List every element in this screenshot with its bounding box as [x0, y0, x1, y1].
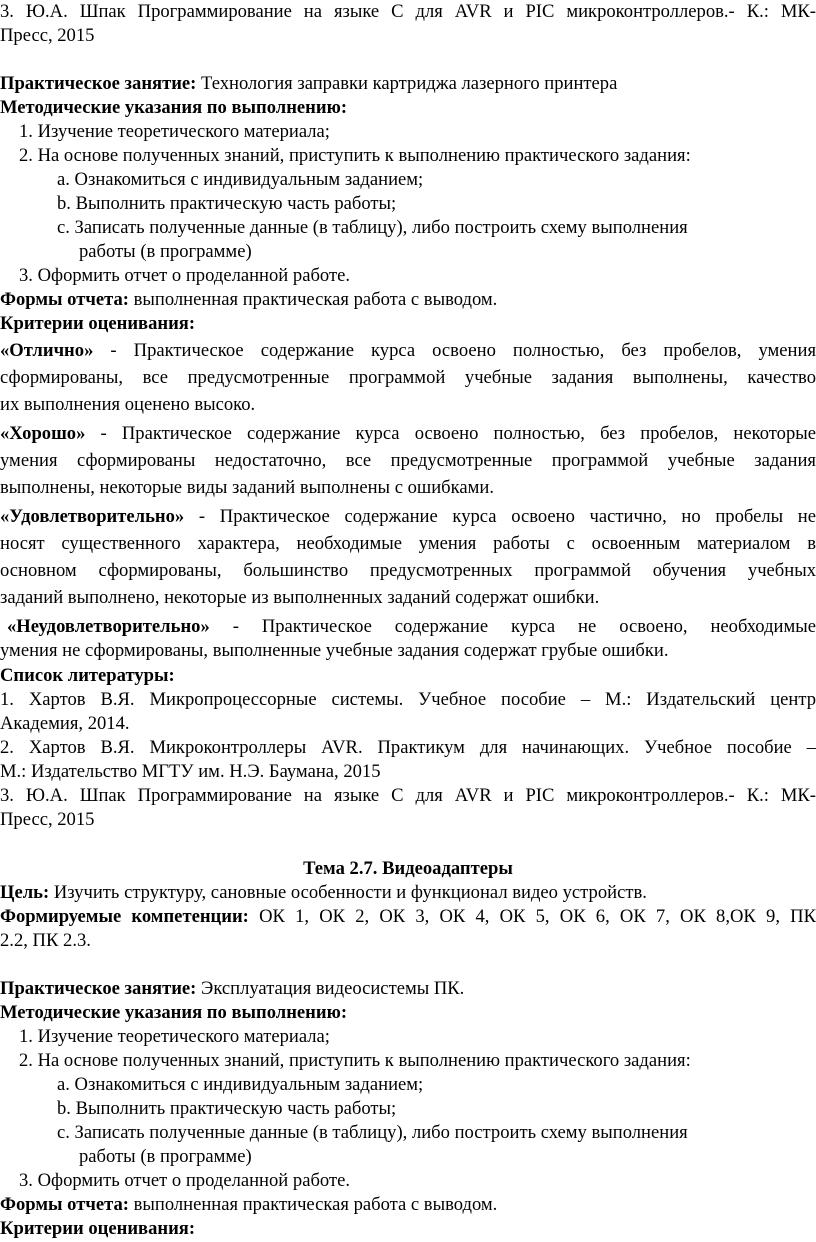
sub-item: a. Ознакомиться с индивидуальным заданием;	[57, 169, 424, 190]
list-item: 3. Оформить отчет о проделанной работе.	[19, 1170, 350, 1191]
practical-lesson	[0, 72, 816, 95]
list-item: 1. Изучение теоретического материала;	[19, 121, 330, 142]
literature-heading: Список литературы:	[0, 665, 175, 686]
list-item: 1. Изучение теоретического материала;	[19, 1026, 330, 1047]
criteria-line: выполнены, некоторые виды заданий выполнены с ошибками.	[0, 477, 494, 498]
list-item: 2. На основе полученных знаний, приступить к выполнению практического задания:	[19, 1050, 691, 1071]
sub-item-cont: работы (в программе)	[79, 241, 252, 262]
literature-item: 1. Хартов В.Я. Микропроцессорные системы. Учебное пособие – М.: Издательский центр	[0, 689, 816, 710]
criteria-line: сформированы, все предусмотренные программой учебные задания выполнены, качество	[0, 367, 816, 388]
sub-item-cont: работы (в программе)	[79, 1146, 252, 1167]
report-forms: Формы отчета: выполненная практическая работа с выводом.	[0, 289, 498, 310]
topic-competences: Формируемые компетенции: ОК 1, ОК 2, ОК 3, ОК 4, ОК 5, ОК 6, ОК 7, ОК 8,ОК 9, ПК	[0, 906, 816, 927]
topic-competences-cont: 2.2, ПК 2.3.	[0, 930, 91, 951]
literature-item-cont: М.: Издательство МГТУ им. Н.Э. Баумана, 2015	[0, 761, 381, 782]
sub-item: c. Записать полученные данные (в таблицу), либо построить схему выполнения	[57, 217, 688, 238]
practical-lesson: Практическое занятие: Эксплуатация видеосистемы ПК.	[0, 978, 465, 999]
topic-goal: Цель: Изучить структуру, сановные особенности и функционал видео устройств.	[0, 882, 647, 903]
criteria-line: умения сформированы недостаточно, все предусмотренные программой учебные задания	[0, 450, 816, 471]
literature-item-cont: Пресс, 2015	[0, 809, 95, 830]
criteria-heading: Критерии оценивания:	[0, 1218, 196, 1239]
list-item: 3. Оформить отчет о проделанной работе.	[19, 265, 350, 286]
literature-item: 2. Хартов В.Я. Микроконтроллеры AVR. Практикум для начинающих. Учебное пособие –	[0, 737, 816, 758]
sub-item: b. Выполнить практическую часть работы;	[57, 1098, 397, 1119]
criteria-line: умения не сформированы, выполненные учебные задания содержат грубые ошибки.	[0, 640, 669, 661]
ref-line: 3. Ю.А. Шпак Программирование на языке С для AVR и PIC микроконтроллеров.- К.: МК-	[0, 1, 816, 22]
literature-item: 3. Ю.А. Шпак Программирование на языке С для AVR и PIC микроконтроллеров.- К.: МК-	[0, 785, 816, 806]
criteria-satisfactory: «Удовлетворительно» - Практическое содержание курса освоено частично, но пробелы не	[0, 506, 816, 527]
ref-line: Пресс, 2015	[0, 25, 95, 46]
label: Практическое занятие:	[0, 73, 197, 94]
sub-item: c. Записать полученные данные (в таблицу), либо построить схему выполнения	[57, 1122, 688, 1143]
topic-title: Тема 2.7. Видеоадаптеры	[303, 858, 513, 879]
criteria-heading: Критерии оценивания:	[0, 313, 196, 334]
value: Технология заправки картриджа лазерного принтера	[201, 73, 618, 94]
literature-item-cont: Академия, 2014.	[0, 713, 130, 734]
criteria-line: их выполнения оценено высоко.	[0, 394, 256, 415]
criteria-line: носят существенного характера, необходимые умения работы с освоенным материалом в	[0, 533, 816, 554]
report-forms: Формы отчета: выполненная практическая работа с выводом.	[0, 1194, 498, 1215]
criteria-line: основном сформированы, большинство предусмотренных программой обучения учебных	[0, 560, 816, 581]
criteria-good: «Хорошо» - Практическое содержание курса освоено полностью, без пробелов, некоторые	[0, 423, 816, 444]
guidelines-heading: Методические указания по выполнению:	[0, 97, 348, 118]
list-item: 2. На основе полученных знаний, приступить к выполнению практического задания:	[19, 145, 691, 166]
criteria-line: заданий выполнено, некоторые из выполненных заданий содержат ошибки.	[0, 587, 600, 608]
criteria-unsatisfactory: «Неудовлетворительно» - Практическое содержание курса не освоено, необходимые	[7, 616, 816, 637]
sub-item: a. Ознакомиться с индивидуальным заданием;	[57, 1074, 424, 1095]
guidelines-heading: Методические указания по выполнению:	[0, 1002, 348, 1023]
sub-item: b. Выполнить практическую часть работы;	[57, 193, 397, 214]
criteria-excellent: «Отлично» - Практическое содержание курса освоено полностью, без пробелов, умения	[0, 340, 816, 361]
